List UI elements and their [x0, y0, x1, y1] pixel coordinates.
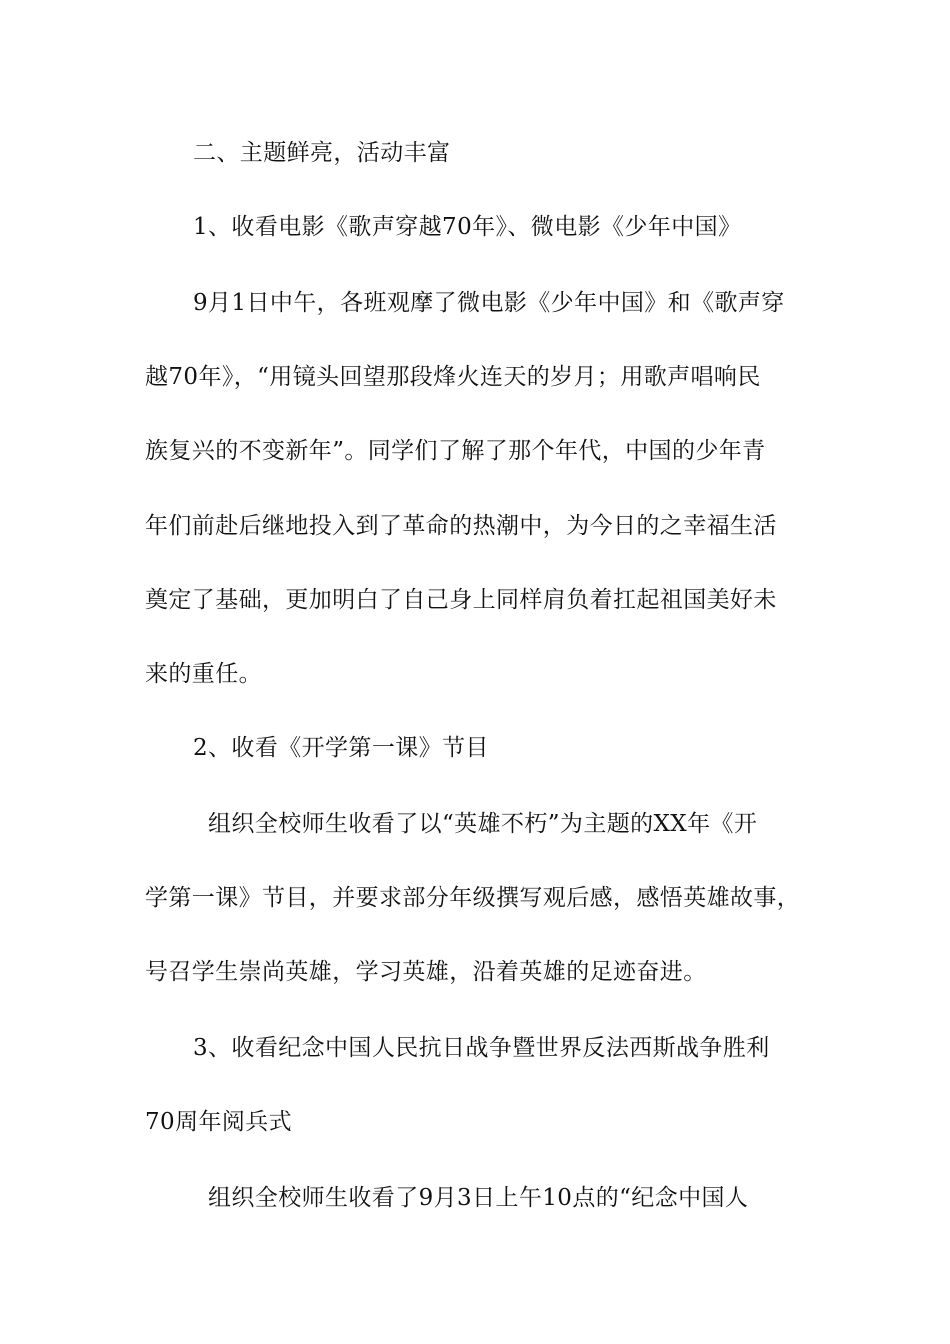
paragraph-1-line-1: 9月1日中午，各班观摩了微电影《少年中国》和《歌声穿: [193, 290, 785, 316]
paragraph-1-line-6: 来的重任。: [145, 661, 262, 687]
subheading-3-line-2: 70周年阅兵式: [145, 1109, 293, 1135]
subheading-2: 2、收看《开学第一课》节目: [193, 735, 489, 761]
subheading-3-line-1: 3、收看纪念中国人民抗日战争暨世界反法西斯战争胜利: [193, 1035, 770, 1061]
section-heading: 二、主题鲜亮，活动丰富: [193, 140, 451, 166]
paragraph-1-line-3: 族复兴的不变新年”。同学们了解了那个年代，中国的少年青: [145, 438, 766, 464]
paragraph-2-line-1: 组织全校师生收看了以“英雄不朽”为主题的XX年《开: [208, 811, 758, 837]
paragraph-2-line-2: 学第一课》节目，并要求部分年级撰写观后感，感悟英雄故事，: [145, 885, 801, 911]
paragraph-2-line-3: 号召学生崇尚英雄，学习英雄，沿着英雄的足迹奋进。: [145, 959, 707, 985]
paragraph-1-line-4: 年们前赴后继地投入到了革命的热潮中，为今日的之幸福生活: [145, 513, 777, 539]
paragraph-1-line-5: 奠定了基础，更加明白了自己身上同样肩负着扛起祖国美好未: [145, 587, 777, 613]
paragraph-1-line-2: 越70年》，“用镜头回望那段烽火连天的岁月；用歌声唱响民: [145, 364, 761, 390]
subheading-1: 1、收看电影《歌声穿越70年》、微电影《少年中国》: [193, 214, 742, 240]
paragraph-3-line-1: 组织全校师生收看了9月3日上午10点的“纪念中国人: [208, 1185, 749, 1211]
